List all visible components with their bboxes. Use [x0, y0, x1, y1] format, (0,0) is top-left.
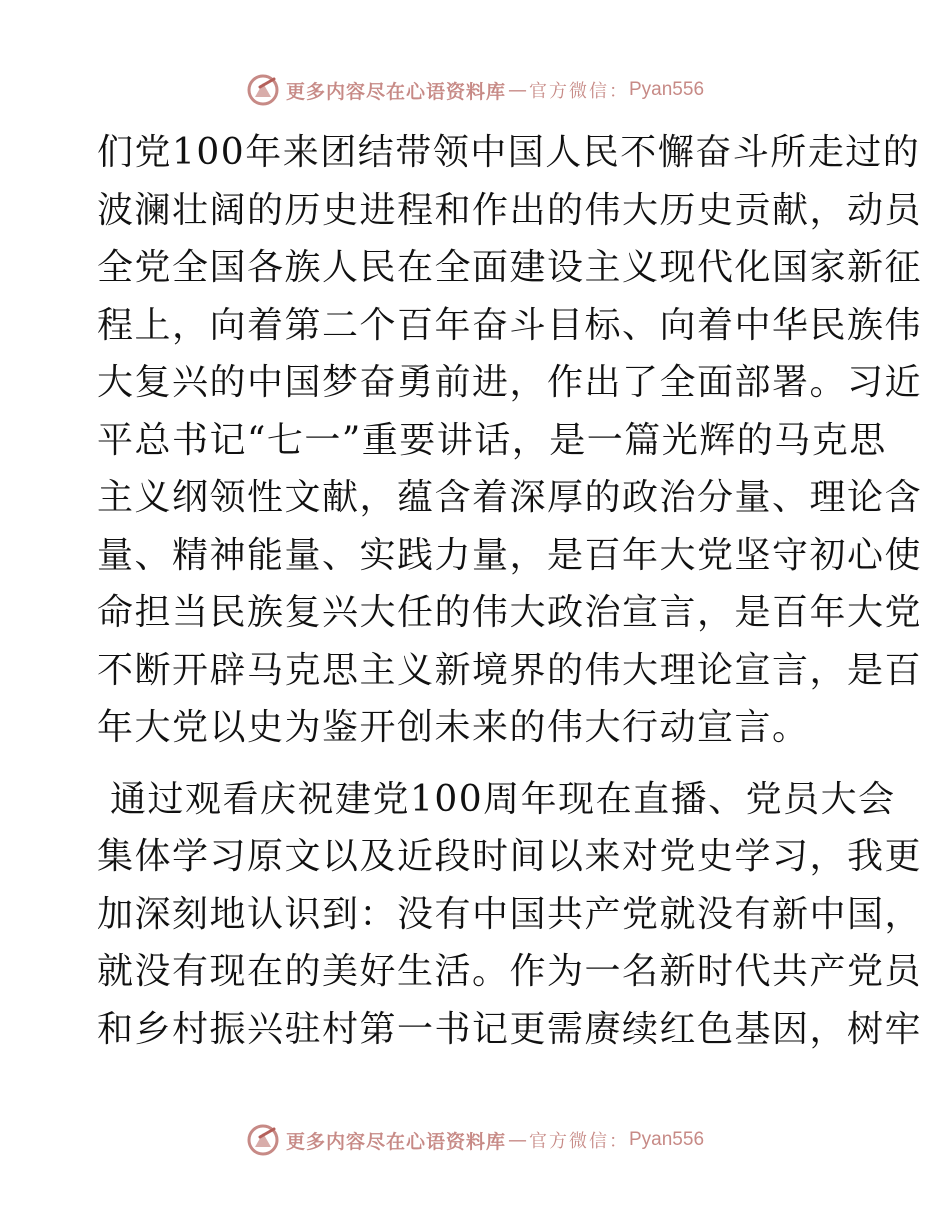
text-line: 主义纲领性文献，蕴含着深厚的政治分量、理论含	[97, 477, 923, 518]
text-line: 年大党以史为鉴开创未来的伟大行动宣言。	[97, 707, 810, 748]
text-line: 量、精神能量、实践力量，是百年大党坚守初心使	[97, 534, 923, 576]
watermark-label: 官方微信：	[529, 81, 629, 102]
text-line: 命担当民族复兴大任的伟大政治宣言，是百年大党	[97, 592, 923, 633]
text-line: 全党全国各族人民在全面建设主义现代化国家新征	[97, 247, 923, 288]
text-line: 加深刻地认识到：没有中国共产党就没有新中国，	[97, 893, 923, 935]
paragraph-gap	[97, 757, 849, 771]
text-line: 大复兴的中国梦奋勇前进，作出了全面部署。习近	[97, 362, 923, 403]
watermark-separator: —	[508, 1129, 527, 1151]
paragraph-2	[97, 771, 923, 1059]
watermark-id: Pyan556	[629, 79, 705, 100]
paragraph-1	[97, 124, 923, 757]
text-line: 就没有现在的美好生活。作为一名新时代共产党员	[97, 951, 923, 992]
watermark-separator: —	[508, 79, 527, 101]
watermark-label: 官方微信：	[529, 1131, 629, 1152]
text-line: 程上，向着第二个百年奋斗目标、向着中华民族伟	[97, 304, 923, 346]
text-line: 波澜壮阔的历史进程和作出的伟大历史贡献，动员	[97, 189, 923, 231]
watermark-text: 更多内容尽在心语资料库	[285, 1130, 506, 1153]
text-line: 平总书记“七一”重要讲话，是一篇光辉的马克思	[97, 419, 887, 461]
logo-icon	[246, 73, 280, 107]
document-body	[97, 124, 923, 1058]
watermark-text: 更多内容尽在心语资料库	[285, 80, 506, 103]
text-line: 们党100年来团结带领中国人民不懈奋斗所走过的	[97, 132, 921, 173]
text-line: 不断开辟马克思主义新境界的伟大理论宣言，是百	[97, 649, 923, 691]
text-line: 集体学习原文以及近段时间以来对党史学习，我更	[97, 836, 923, 877]
text-line: 通过观看庆祝建党100周年现在直播、党员大会	[97, 778, 896, 820]
logo-icon	[246, 1123, 280, 1157]
text-line: 和乡村振兴驻村第一书记更需赓续红色基因，树牢	[97, 1008, 923, 1050]
watermark-id: Pyan556	[629, 1129, 705, 1150]
footer-watermark	[0, 1120, 950, 1160]
header-watermark	[0, 70, 950, 110]
